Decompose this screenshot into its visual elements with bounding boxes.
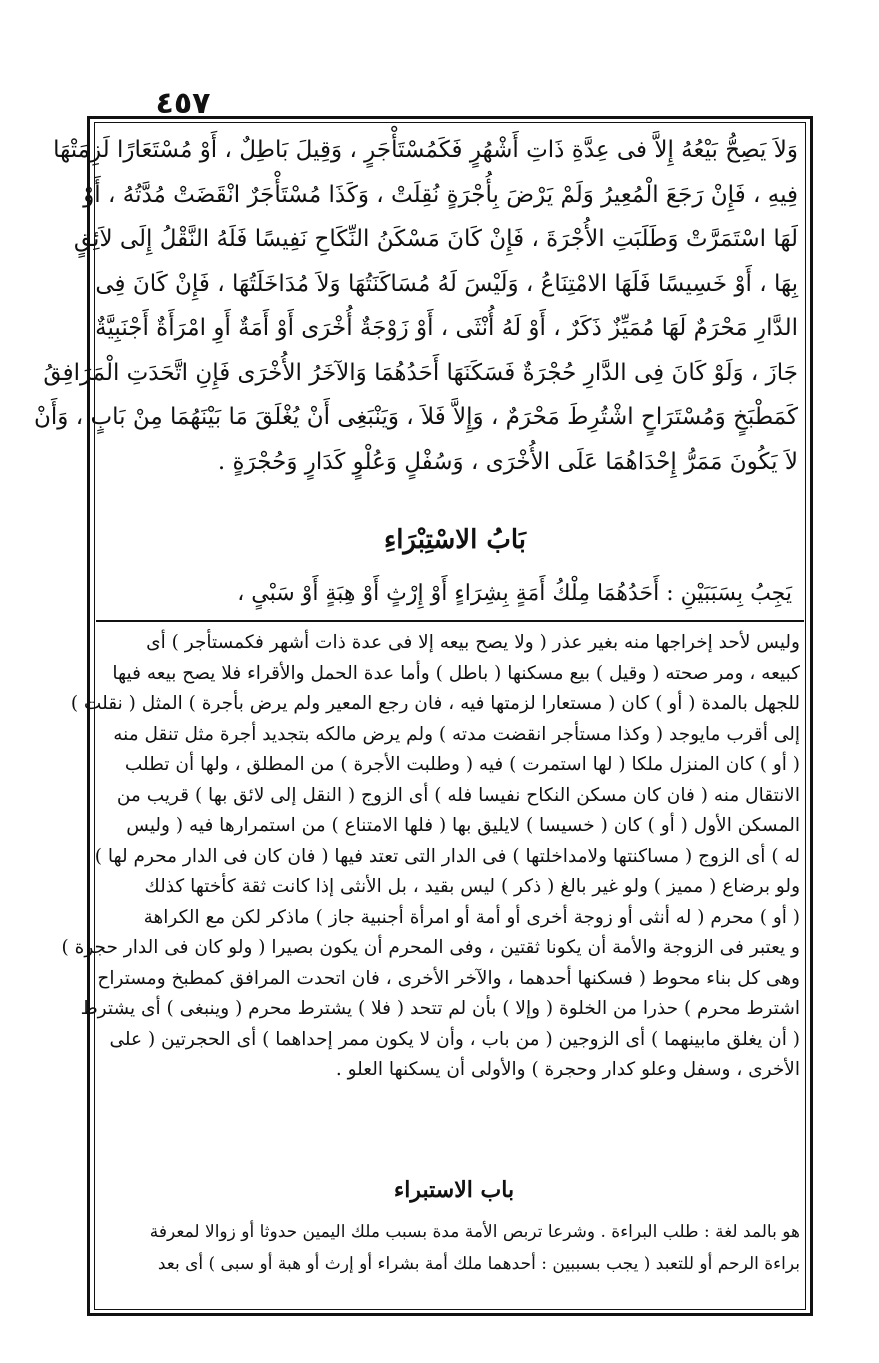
- commentary-line: إلى أقرب مايوجد ( وكذا مستأجر انقضت مدته ) ولم يرض مالكه بتجديد أجرة مثل تنقل منه: [113, 723, 800, 745]
- main-text-block: [34, 128, 798, 484]
- commentary-line: الانتقال منه ( فان كان مسكن النكاح نفيسا فله ) أى الزوج ( النقل إلى لائق بها ) قريب من: [116, 784, 800, 806]
- commentary-line: وليس لأحد إخراجها منه بغير عذر ( ولا يصح بيعه إلا فى عدة ذات أشهر فكمستأجر ) أى: [146, 632, 800, 653]
- section-divider: [96, 620, 804, 622]
- commentary-line: ولو برضاع ( مميز ) ولو غير بالغ ( ذكر ) ليس بقيد ، بل الأنثى إذا كانت ثقة كأختها كذلك: [144, 876, 800, 897]
- commentary-line: المسكن الأول ( أو ) كان ( خسيسا ) لايليق بها ( فلها الامتناع ) من استمرارها فيه ( وليس: [126, 815, 800, 836]
- commentary-line: ( أو ) كان المنزل ملكا ( لها استمرت ) فيه ( وطلبت الأجرة ) من المطلق ، ولها أن تطلب: [124, 754, 800, 775]
- commentary-line: و يعتبر فى الزوجة والأمة أن يكونا ثقتين ، وفى المحرم أن يكون بصيرا ( ولو كان فى الدار حجرة ): [61, 937, 800, 958]
- main-text-line: الدَّارِ مَحْرَمٌ لَهَا مُمَيِّزٌ ذَكَرٌ ، أَوْ لَهُ أُنْثَى ، أَوْ زَوْجَةٌ أُخْرَى أَوْ أَمَةٌ أَوِ امْرَأَةٌ أَجْنَبِيَّةٌ: [95, 315, 798, 341]
- page-number: ٤٥٧: [155, 86, 211, 121]
- commentary-line: ( أن يغلق مابينهما ) أى الزوجين ( من باب ، وأن لا يكون ممر إحداهما ) أى الحجرتين ( على: [109, 1028, 800, 1050]
- commentary-line: كبيعه ، ومر صحته ( وقيل ) بيع مسكنها ( باطل ) وأما عدة الحمل والأقراء فلا يصح بيعه فيها: [112, 662, 800, 684]
- main-text-line: جَازَ ، وَلَوْ كَانَ فِى الدَّارِ حُجْرَةٌ فَسَكَنَهَا أَحَدُهُمَا وَالآخَرُ الأُخْرَى فَإِنِ اتَّحَدَتِ الْمَرَافِقُ: [43, 359, 798, 386]
- commentary-tail-block: [108, 1216, 800, 1280]
- commentary-line: ( أو ) محرم ( له أنثى أو زوجة أخرى أو أمة أو امرأة أجنبية جاز ) ماذكر لكن مع الكراهة: [143, 906, 800, 928]
- commentary-line: اشترط محرم ) حذرا من الخلوة ( وإلا ) بأن لم تتحد ( فلا ) يشترط محرم ( وينبغى ) أى يشترط: [80, 998, 800, 1019]
- commentary-line: للجهل بالمدة ( أو ) كان ( مستعارا لزمتها فيه ، فان رجع المعير ولم يرض بأجرة ) المثل ( نقلت ): [70, 693, 800, 714]
- commentary-line: وهى كل بناء محوط ( فسكنها أحدهما ، والآخر الأخرى ، فان اتحدت المرافق كمطبخ ومستراح: [97, 967, 800, 989]
- commentary-tail-line: براءة الرحم أو للتعبد ( يجب بسببين : أحدهما ملك أمة بشراء أو إرث أو هبة أو سبى ) أى بعد: [157, 1254, 800, 1274]
- commentary-line: الأخرى ، وسفل وعلو كدار وحجرة ) والأولى أن يسكنها العلو .: [335, 1059, 800, 1080]
- chapter-intro: يَجِبُ بِسَبَبَيْنِ : أَحَدُهُمَا مِلْكُ أَمَةٍ بِشِرَاءٍ أَوْ إِرْثٍ أَوْ هِبَةٍ أَوْ سَبْىٍ ،: [237, 581, 792, 606]
- main-text-line: كَمَطْبَخٍ وَمُسْتَرَاحٍ اشْتُرِطَ مَحْرَمٌ ، وَإِلاَّ فَلاَ ، وَيَنْبَغِى أَنْ يُغْلَقَ مَا بَيْنَهُمَا مِنْ بَابٍ ، وَأَنْ: [34, 404, 798, 430]
- main-text-line: فِيهِ ، فَإِنْ رَجَعَ الْمُعِيرُ وَلَمْ يَرْضَ بِأُجْرَةٍ نُقِلَتْ ، وَكَذَا مُسْتَأْجَرٌ انْقَضَتْ مُدَّتُهُ ، أَوْ: [83, 181, 798, 208]
- chapter-title: بَابُ الاسْتِبْرَاءِ: [383, 525, 526, 555]
- main-text-line: لَهَا اسْتَمَرَّتْ وَطَلَبَتِ الأُجْرَةَ ، فَإِنْ كَانَ مَسْكَنُ النِّكَاحِ نَفِيسًا فَلَهُ النَّقْلُ إِلَى لاَئِقٍ: [73, 226, 798, 252]
- main-text-line: وَلاَ يَصِحُّ بَيْعُهُ إِلاَّ فى عِدَّةِ ذَاتِ أَشْهُرٍ فَكَمُسْتَأْجَرٍ ، وَقِيلَ بَاطِلٌ ، أَوْ مُسْتَعَارًا لَزِمَتْهَا: [53, 137, 798, 163]
- commentary-chapter-title: باب الاستبراء: [393, 1177, 515, 1203]
- commentary-line: له ) أى الزوج ( مساكنتها ولامداخلتها ) فى الدار التى تعتد فيها ( فان كان فى الدار محرم لها ): [94, 845, 800, 867]
- commentary-tail-line: هو بالمد لغة : طلب البراءة . وشرعا تربص الأمة مدة بسبب ملك اليمين حدوثا أو زوالا لمعرفة: [149, 1222, 800, 1242]
- commentary-block: [61, 628, 800, 1086]
- main-text-line: لاَ يَكُونَ مَمَرُّ إِحْدَاهُمَا عَلَى الأُخْرَى ، وَسُفْلٍ وَعُلْوٍ كَدَارٍ وَحُجْرَةٍ .: [217, 448, 798, 475]
- main-text-line: بِهَا ، أَوْ خَسِيسًا فَلَهَا الامْتِنَاعُ ، وَلَيْسَ لَهُ مُسَاكَنَتُهَا وَلاَ مُدَاخَلَتُهَا ، فَإِنْ كَانَ فِى: [95, 270, 798, 297]
